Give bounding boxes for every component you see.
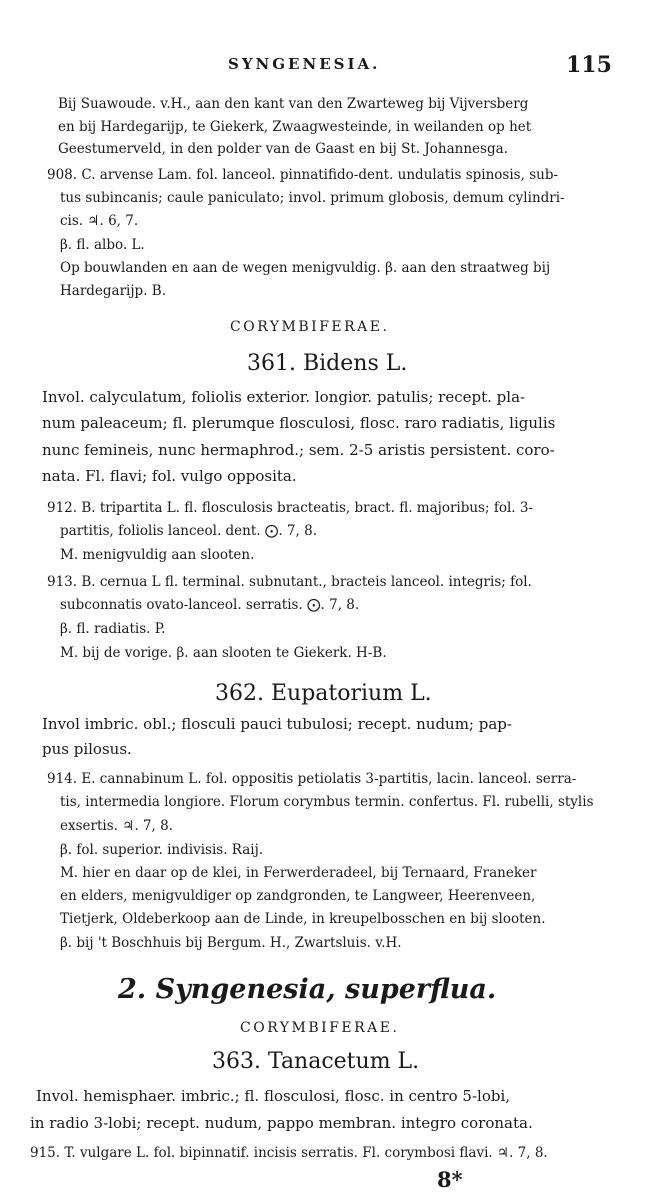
page-number: 115 <box>566 52 612 78</box>
text-line: Bij Suawoude. v.H., aan den kant van den Zwarteweg bij Vijversberg <box>58 96 529 112</box>
running-header: SYNGENESIA. <box>228 55 381 73</box>
genus-heading: 362. Eupatorium L. <box>215 681 432 706</box>
printer-signature: 8* <box>437 1167 463 1192</box>
text-line: pus pilosus. <box>42 740 132 758</box>
order-heading: 2. Syngenesia, superflua. <box>118 974 497 1005</box>
species-entry-915: 915. T. vulgare L. fol. bipinnatif. incisis serratis. Fl. corymbosi flavi. ♃. 7, 8. <box>30 1145 548 1161</box>
text-line: tus subincanis; caule paniculato; invol. primum globosis, demum cylindri- <box>60 190 565 206</box>
locality-line: Hardegarijp. B. <box>60 283 166 299</box>
text-line: partitis, foliolis lanceol. dent. ⨀. 7, 8. <box>60 523 317 539</box>
text-line: subconnatis ovato-lanceol. serratis. ⨀. 7, 8. <box>60 597 360 613</box>
text-line: in radio 3-lobi; recept. nudum, pappo membran. integro coronata. <box>30 1114 533 1132</box>
locality-line: M. menigvuldig aan slooten. <box>60 547 255 563</box>
text-line: num paleaceum; fl. plerumque flosculosi, flosc. raro radiatis, ligulis <box>42 414 556 432</box>
genus-description: Invol imbric. obl.; flosculi pauci tubulosi; recept. nudum; pap- <box>42 715 512 733</box>
text-line: exsertis. ♃. 7, 8. <box>60 818 173 834</box>
species-entry-913: 913. B. cernua L fl. terminal. subnutant., bracteis lanceol. integris; fol. <box>47 574 532 590</box>
variety-line: β. fl. albo. L. <box>60 237 145 253</box>
locality-line: Op bouwlanden en aan de wegen menigvuldig. β. aan den straatweg bij <box>60 260 551 276</box>
locality-line: en elders, menigvuldiger op zandgronden, te Langweer, Heerenveen, <box>60 888 536 904</box>
text-line: Geestumerveld, in den polder van de Gaast en bij St. Johannesga. <box>58 141 508 157</box>
locality-line: β. bij 't Boschhuis bij Bergum. H., Zwartsluis. v.H. <box>60 935 402 951</box>
family-heading: CORYMBIFERAE. <box>240 1020 400 1036</box>
genus-heading: 361. Bidens L. <box>247 351 408 376</box>
genus-description: Invol. hemisphaer. imbric.; fl. flosculosi, flosc. in centro 5-lobi, <box>36 1087 511 1105</box>
family-heading: CORYMBIFERAE. <box>230 319 390 335</box>
locality-line: M. bij de vorige. β. aan slooten te Giekerk. H-B. <box>60 645 387 661</box>
species-entry-908: 908. C. arvense Lam. fol. lanceol. pinnatifido-dent. undulatis spinosis, sub- <box>47 167 559 183</box>
locality-line: Tietjerk, Oldeberkoop aan de Linde, in kreupelbosschen en bij slooten. <box>60 911 546 927</box>
text-line: cis. ♃. 6, 7. <box>60 213 139 229</box>
genus-description: Invol. calyculatum, foliolis exterior. longior. patulis; recept. pla- <box>42 388 526 406</box>
species-entry-912: 912. B. tripartita L. fl. flosculosis bracteatis, bract. fl. majoribus; fol. 3- <box>47 500 533 516</box>
text-line: nunc femineis, nunc hermaphrod.; sem. 2-5 aristis persistent. coro- <box>42 441 555 459</box>
species-entry-914: 914. E. cannabinum L. fol. oppositis petiolatis 3-partitis, lacin. lanceol. serra- <box>47 771 577 787</box>
variety-line: β. fl. radiatis. P. <box>60 621 166 637</box>
variety-line: β. fol. superior. indivisis. Raij. <box>60 842 264 858</box>
genus-heading: 363. Tanacetum L. <box>212 1049 420 1074</box>
locality-line: M. hier en daar op de klei, in Ferwerderadeel, bij Ternaard, Franeker <box>60 865 537 881</box>
text-line: tis, intermedia longiore. Florum corymbus termin. confertus. Fl. rubelli, stylis <box>60 794 594 810</box>
text-line: en bij Hardegarijp, te Giekerk, Zwaagwesteinde, in weilanden op het <box>58 119 532 135</box>
text-line: nata. Fl. flavi; fol. vulgo opposita. <box>42 467 297 485</box>
